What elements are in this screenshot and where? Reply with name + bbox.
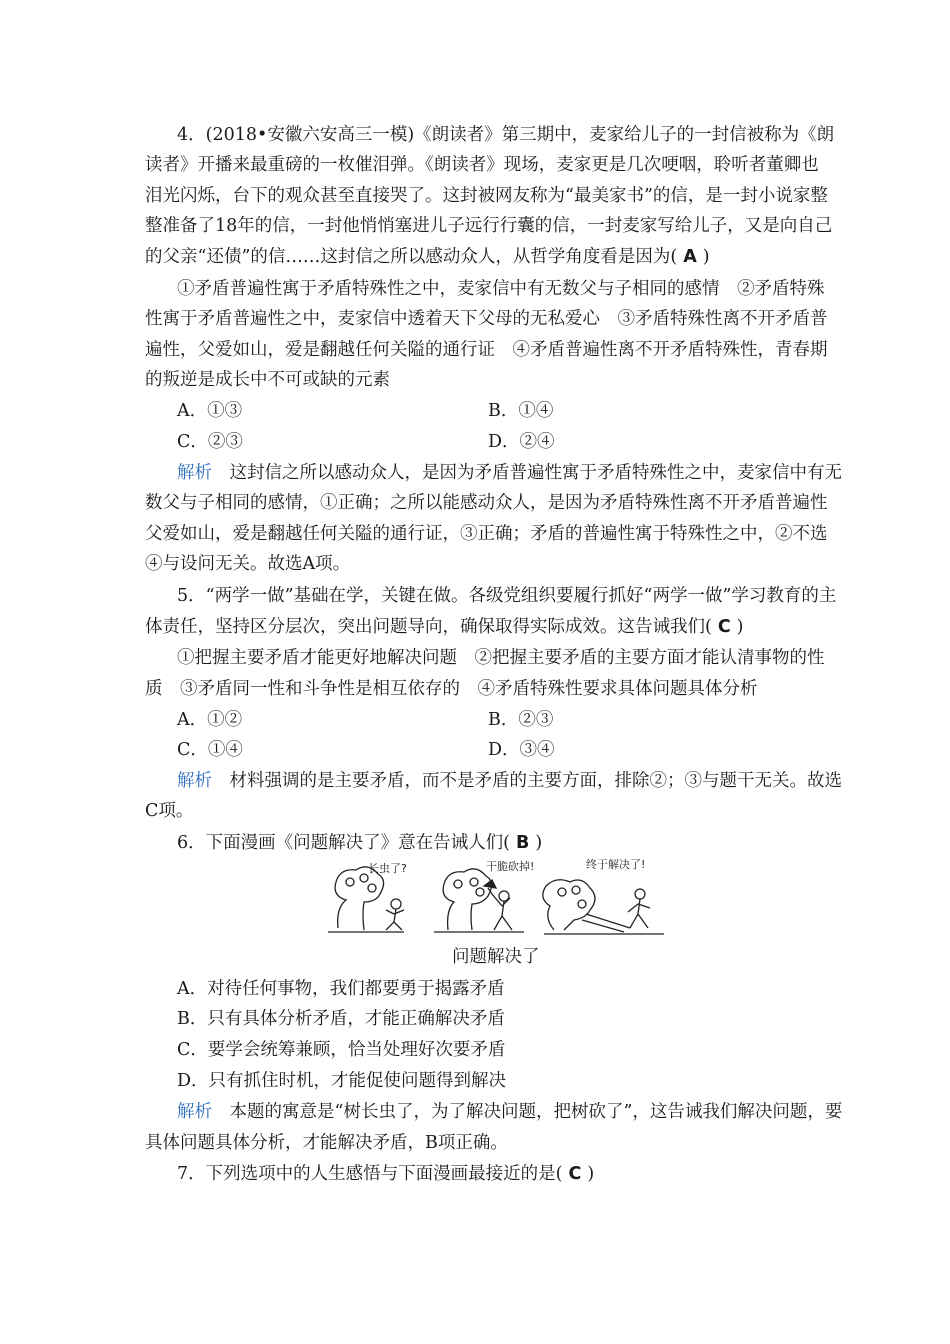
q4-option-d: D．②④ [488,432,555,452]
q4-answer: A [683,247,697,267]
q7-stem-line-1: 7．下列选项中的人生感悟与下面漫画最接近的是( C ) [177,1164,595,1184]
q4-option-b: B．①④ [488,401,554,421]
q4-option-c: C．②③ [177,432,243,452]
q4-stem-line-4: 整准备了18年的信，一封他悄悄塞进儿子远行行囊的信，一封麦家写给儿子，又是向自己 [145,216,833,236]
q6-analysis-line-2: 具体问题具体分析，才能解决矛盾，B项正确。 [145,1133,508,1153]
q5-option-d: D．③④ [488,740,555,760]
q4-stem-line-1: 4．(2018•安徽六安高三一模)《朗读者》第三期中，麦家给儿子的一封信被称为《朗 [177,125,835,145]
q6-option-a: A．对待任何事物，我们都要勇于揭露矛盾 [177,979,505,999]
cartoon-illustration [324,858,676,940]
q6-answer: B [515,833,530,853]
q4-analysis-line-2: 数父与子相同的感情，①正确；之所以能感动众人，是因为矛盾特殊性离不开矛盾普遍性 [145,493,828,513]
q4-stem-line-5: 的父亲“还债”的信……这封信之所以感动众人，从哲学角度看是因为( A ) [145,247,710,267]
q4-analysis-line-3: 父爱如山，爱是翻越任何关隘的通行证，③正确；矛盾的普遍性寓于特殊性之中，②不选 [145,524,828,544]
q6-option-c: C．要学会统筹兼顾，恰当处理好次要矛盾 [177,1040,506,1060]
q5-stem-line-1: 5．“两学一做”基础在学，关键在做。各级党组织要履行抓好“两学一做”学习教育的主 [177,586,837,606]
analysis-label: 解析 [177,463,212,483]
q4-items-line-1: ①矛盾普遍性寓于矛盾特殊性之中，麦家信中有无数父与子相同的感情 ②矛盾特殊 [177,279,825,299]
q5-analysis-line-2: C项。 [145,801,194,821]
analysis-label: 解析 [177,1102,212,1122]
q4-analysis-line-1: 解析 这封信之所以感动众人，是因为矛盾普遍性寓于矛盾特殊性之中，麦家信中有无 [177,463,842,483]
cartoon-speech-2: 干脆砍掉! [486,860,535,873]
q4-option-a: A．①③ [177,401,243,421]
q6-analysis-line-1: 解析 本题的寓意是“树长虫了，为了解决问题，把树砍了”，这告诫我们解决问题，要 [177,1102,843,1122]
q5-items-line-2: 质 ③矛盾同一性和斗争性是相互依存的 ④矛盾特殊性要求具体问题具体分析 [145,679,758,699]
q4-items-line-2: 性寓于矛盾普遍性之中，麦家信中透着天下父母的无私爱心 ③矛盾特殊性离不开矛盾普 [145,309,828,329]
q4-analysis-line-4: ④与设问无关。故选A项。 [145,554,351,574]
analysis-label: 解析 [177,771,212,791]
q6-option-b: B．只有具体分析矛盾，才能正确解决矛盾 [177,1009,505,1029]
q4-items-line-3: 遍性，父爱如山，爱是翻越任何关隘的通行证 ④矛盾普遍性离不开矛盾特殊性，青春期 [145,340,828,360]
q5-option-c: C．①④ [177,740,243,760]
q4-stem-line-3: 泪光闪烁，台下的观众甚至直接哭了。这封被网友称为“最美家书”的信，是一封小说家整 [145,186,828,206]
q6-stem-line-1: 6．下面漫画《问题解决了》意在告诫人们( B ) [177,833,543,853]
q5-option-a: A．①② [177,710,243,730]
q4-stem-text: 的父亲“还债”的信……这封信之所以感动众人，从哲学角度看是因为 [145,247,671,267]
q5-items-line-1: ①把握主要矛盾才能更好地解决问题 ②把握主要矛盾的主要方面才能认清事物的性 [177,648,825,668]
cartoon-caption: 问题解决了 [452,947,540,967]
q5-option-b: B．②③ [488,710,554,730]
cartoon-speech-1: 长虫了? [368,862,407,875]
q7-answer: C [568,1164,582,1184]
q5-answer: C [717,617,731,637]
cartoon-speech-3: 终于解决了! [586,858,646,871]
q5-analysis-line-1: 解析 材料强调的是主要矛盾，而不是矛盾的主要方面，排除②；③与题干无关。故选 [177,771,842,791]
q5-stem-line-2: 体责任，坚持区分层次，突出问题导向，确保取得实际成效。这告诫我们( C ) [145,617,744,637]
q6-option-d: D．只有抓住时机，才能促使问题得到解决 [177,1071,507,1091]
q4-stem-line-2: 读者》开播来最重磅的一枚催泪弹。《朗读者》现场，麦家更是几次哽咽，聆听者董卿也 [145,155,819,175]
q4-items-line-4: 的叛逆是成长中不可或缺的元素 [145,370,390,390]
